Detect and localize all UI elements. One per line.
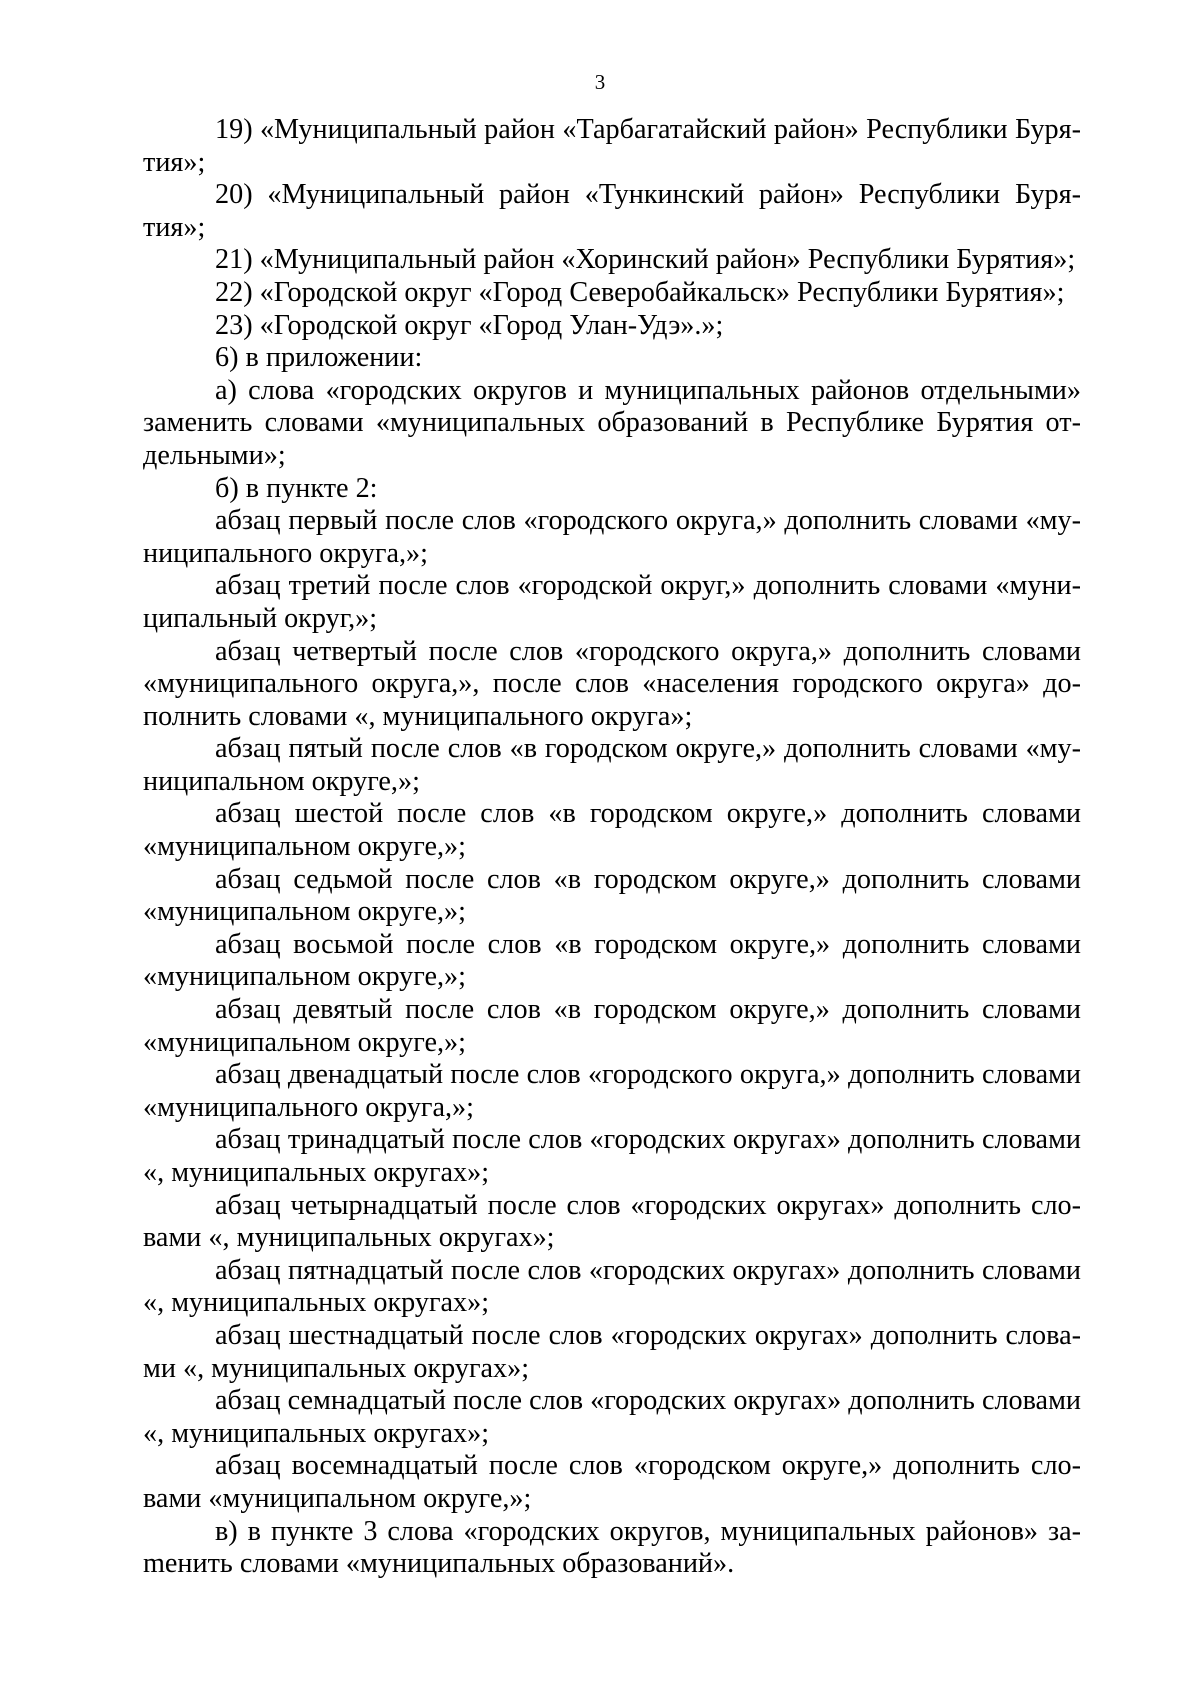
paragraph-abzac-8: абзац восьмой после слов «в городском округе,» дополнить словами «муниципальном округе,»; bbox=[143, 928, 1081, 993]
page-number: 3 bbox=[594, 70, 606, 94]
paragraph-21: 21) «Муниципальный район «Хоринский район» Республики Бурятия»; bbox=[215, 244, 1076, 276]
paragraph-23: 23) «Городской округ «Город Улан-Удэ».»; bbox=[215, 309, 724, 341]
paragraph-6-appendix: 6) в приложении: bbox=[215, 342, 423, 374]
paragraph-abzac-13: абзац тринадцатый после слов «городских округах» дополнить словами «, муниципальных округах»; bbox=[143, 1124, 1081, 1188]
paragraph-abzac-7: абзац седьмой после слов «в городском округе,» дополнить словами «муниципальном округе,»; bbox=[143, 863, 1081, 928]
paragraph-abzac-5: абзац пятый после слов «в городском округе,» дополнить словами «муниципальном округе,»; bbox=[143, 733, 1081, 797]
paragraph-abzac-3: абзац третий после слов «городской округ,» дополнить словами «муниципальный округ,»; bbox=[143, 570, 1081, 634]
paragraph-abzac-17: абзац семнадцатый после слов «городских округах» дополнить словами «, муниципальных округах»; bbox=[143, 1385, 1081, 1449]
document-body bbox=[143, 114, 1081, 1581]
paragraph-v: в) в пункте 3 слова «городских округов, муниципальных районов» заmенить словами «муниципальных образований». bbox=[143, 1515, 1081, 1580]
paragraph-abzac-16: абзац шестнадцатый после слов «городских округах» дополнить словами «, муниципальных округах»; bbox=[143, 1319, 1081, 1384]
paragraph-abzac-9: абзац девятый после слов «в городском округе,» дополнить словами «муниципальном округе,»; bbox=[143, 994, 1081, 1058]
paragraph-abzac-4: абзац четвертый после слов «городского округа,» дополнить словами «муниципального округа,», после слов «населения городского округа» дополнить словами «, муниципального округа»; bbox=[143, 635, 1081, 732]
paragraph-abzac-12: абзац двенадцатый после слов «городского округа,» дополнить словами «муниципального округа,»; bbox=[143, 1059, 1081, 1123]
paragraph-abzac-1: абзац первый после слов «городского округа,» дополнить словами «муниципального округа,»; bbox=[143, 505, 1081, 569]
paragraph-b: б) в пункте 2: bbox=[215, 472, 378, 504]
paragraph-19: 19) «Муниципальный район «Тарбагатайский район» Республики Бурятия»; bbox=[143, 114, 1081, 178]
paragraph-a: а) слова «городских округов и муниципальных районов отдельными» заменить словами «муниципальных образований в Республике Бурятия отдельными»; bbox=[143, 374, 1081, 471]
paragraph-22: 22) «Городской округ «Город Северобайкальск» Республики Бурятия»; bbox=[215, 276, 1065, 308]
paragraph-abzac-14: абзац четырнадцатый после слов «городских округах» дополнить словами «, муниципальных округах»; bbox=[143, 1189, 1081, 1254]
paragraph-abzac-15: абзац пятнадцатый после слов «городских округах» дополнить словами «, муниципальных округах»; bbox=[143, 1254, 1081, 1319]
paragraph-abzac-18: абзац восемнадцатый после слов «городском округе,» дополнить словами «муниципальном округе,»; bbox=[143, 1450, 1081, 1514]
paragraph-abzac-6: абзац шестой после слов «в городском округе,» дополнить словами «муниципальном округе,»; bbox=[143, 798, 1081, 863]
paragraph-20: 20) «Муниципальный район «Тункинский район» Республики Бурятия»; bbox=[143, 179, 1081, 243]
